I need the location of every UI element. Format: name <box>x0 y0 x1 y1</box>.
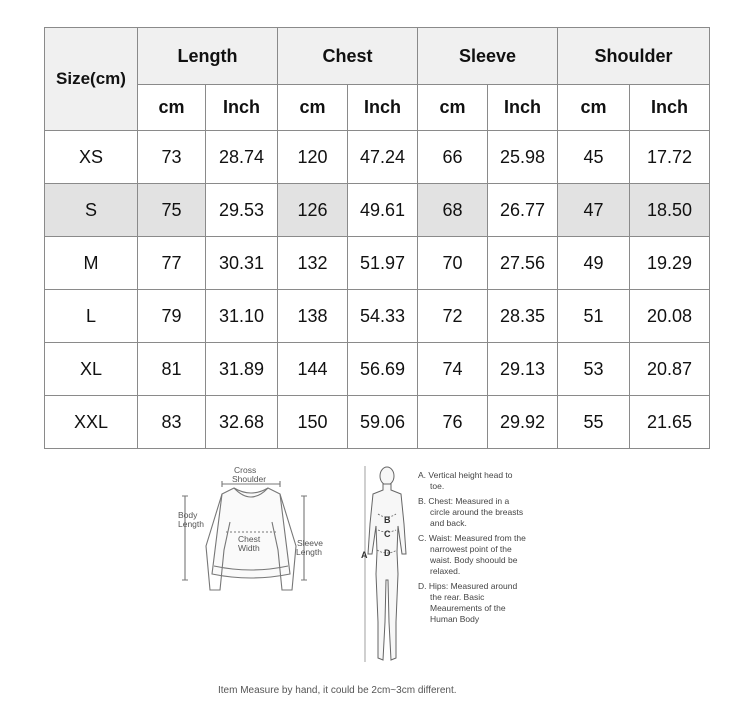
table-cell: 31.89 <box>206 343 278 396</box>
table-cell: 81 <box>138 343 206 396</box>
table-row <box>45 343 710 396</box>
legend-item: C. Waist: Measured from the narrowest point of the waist. Body shoould be relaxed. <box>418 533 526 576</box>
size-label: XS <box>45 131 138 184</box>
table-cell: 72 <box>418 290 488 343</box>
cross-label-line1: Cross <box>234 465 257 475</box>
marker-b: B <box>384 515 391 525</box>
table-cell: 47.24 <box>348 131 418 184</box>
table-row <box>45 237 710 290</box>
table-cell: 73 <box>138 131 206 184</box>
size-label: S <box>45 184 138 237</box>
table-cell: 76 <box>418 396 488 449</box>
size-label: M <box>45 237 138 290</box>
table-cell: 54.33 <box>348 290 418 343</box>
table-cell: 75 <box>138 184 206 237</box>
body-label-line1: Body <box>178 510 198 520</box>
garment-measure-diagram <box>172 462 342 604</box>
table-cell: 31.10 <box>206 290 278 343</box>
size-chart-table <box>44 27 710 449</box>
table-cell: 26.77 <box>488 184 558 237</box>
table-cell: 49.61 <box>348 184 418 237</box>
marker-a: A <box>361 550 368 560</box>
table-cell: 32.68 <box>206 396 278 449</box>
table-cell: 18.50 <box>630 184 710 237</box>
unit-header: Inch <box>206 85 278 131</box>
body-measure-diagram <box>356 462 418 674</box>
length-label-line2: Length <box>178 519 204 529</box>
sleeve-label-line1: Sleeve <box>297 538 323 548</box>
table-cell: 17.72 <box>630 131 710 184</box>
table-cell: 30.31 <box>206 237 278 290</box>
table-cell: 45 <box>558 131 630 184</box>
table-cell: 29.92 <box>488 396 558 449</box>
table-cell: 150 <box>278 396 348 449</box>
unit-header: cm <box>558 85 630 131</box>
table-cell: 47 <box>558 184 630 237</box>
size-label: XL <box>45 343 138 396</box>
marker-c: C <box>384 529 391 539</box>
table-cell: 79 <box>138 290 206 343</box>
table-cell: 138 <box>278 290 348 343</box>
unit-header: Inch <box>488 85 558 131</box>
table-cell: 27.56 <box>488 237 558 290</box>
size-label: L <box>45 290 138 343</box>
length-header: Length <box>138 28 278 85</box>
table-cell: 28.35 <box>488 290 558 343</box>
shoulder-header: Shoulder <box>558 28 710 85</box>
size-column-header: Size(cm) <box>45 28 138 131</box>
table-cell: 20.87 <box>630 343 710 396</box>
table-cell: 25.98 <box>488 131 558 184</box>
unit-header: cm <box>278 85 348 131</box>
table-cell: 120 <box>278 131 348 184</box>
table-cell: 68 <box>418 184 488 237</box>
chest-header: Chest <box>278 28 418 85</box>
table-cell: 55 <box>558 396 630 449</box>
marker-d: D <box>384 548 391 558</box>
table-row <box>45 184 710 237</box>
unit-header: cm <box>138 85 206 131</box>
table-cell: 126 <box>278 184 348 237</box>
table-cell: 56.69 <box>348 343 418 396</box>
sleeve-length-label-line2: Length <box>296 547 322 557</box>
table-cell: 83 <box>138 396 206 449</box>
table-cell: 51.97 <box>348 237 418 290</box>
shoulder-label-line2: Shoulder <box>232 474 267 484</box>
table-cell: 29.13 <box>488 343 558 396</box>
table-cell: 59.06 <box>348 396 418 449</box>
width-label-line2: Width <box>238 543 260 553</box>
sleeve-header: Sleeve <box>418 28 558 85</box>
body-measure-legend <box>418 470 528 629</box>
unit-header: Inch <box>630 85 710 131</box>
table-cell: 19.29 <box>630 237 710 290</box>
table-row <box>45 396 710 449</box>
measurement-note: Item Measure by hand, it could be 2cm~3cm different. <box>218 685 457 696</box>
table-cell: 66 <box>418 131 488 184</box>
table-cell: 70 <box>418 237 488 290</box>
table-row <box>45 131 710 184</box>
body-figure-illustration <box>356 462 418 674</box>
group-header-row <box>45 28 710 85</box>
legend-item: A. Vertical height head to toe. <box>418 470 513 491</box>
legend-item: B. Chest: Measured in a circle around the breasts and back. <box>418 496 524 528</box>
table-cell: 53 <box>558 343 630 396</box>
chest-label-line1: Chest <box>238 534 261 544</box>
size-label: XXL <box>45 396 138 449</box>
table-cell: 132 <box>278 237 348 290</box>
table-cell: 20.08 <box>630 290 710 343</box>
table-cell: 74 <box>418 343 488 396</box>
table-cell: 49 <box>558 237 630 290</box>
table-cell: 29.53 <box>206 184 278 237</box>
table-cell: 21.65 <box>630 396 710 449</box>
table-cell: 51 <box>558 290 630 343</box>
table-cell: 144 <box>278 343 348 396</box>
unit-header: Inch <box>348 85 418 131</box>
table-cell: 28.74 <box>206 131 278 184</box>
table-row <box>45 290 710 343</box>
unit-header-row <box>45 85 710 131</box>
unit-header: cm <box>418 85 488 131</box>
legend-item: D. Hips: Measured around the rear. Basic Meaurements of the Human Body <box>418 581 518 624</box>
sweater-illustration <box>172 462 342 604</box>
table-cell: 77 <box>138 237 206 290</box>
